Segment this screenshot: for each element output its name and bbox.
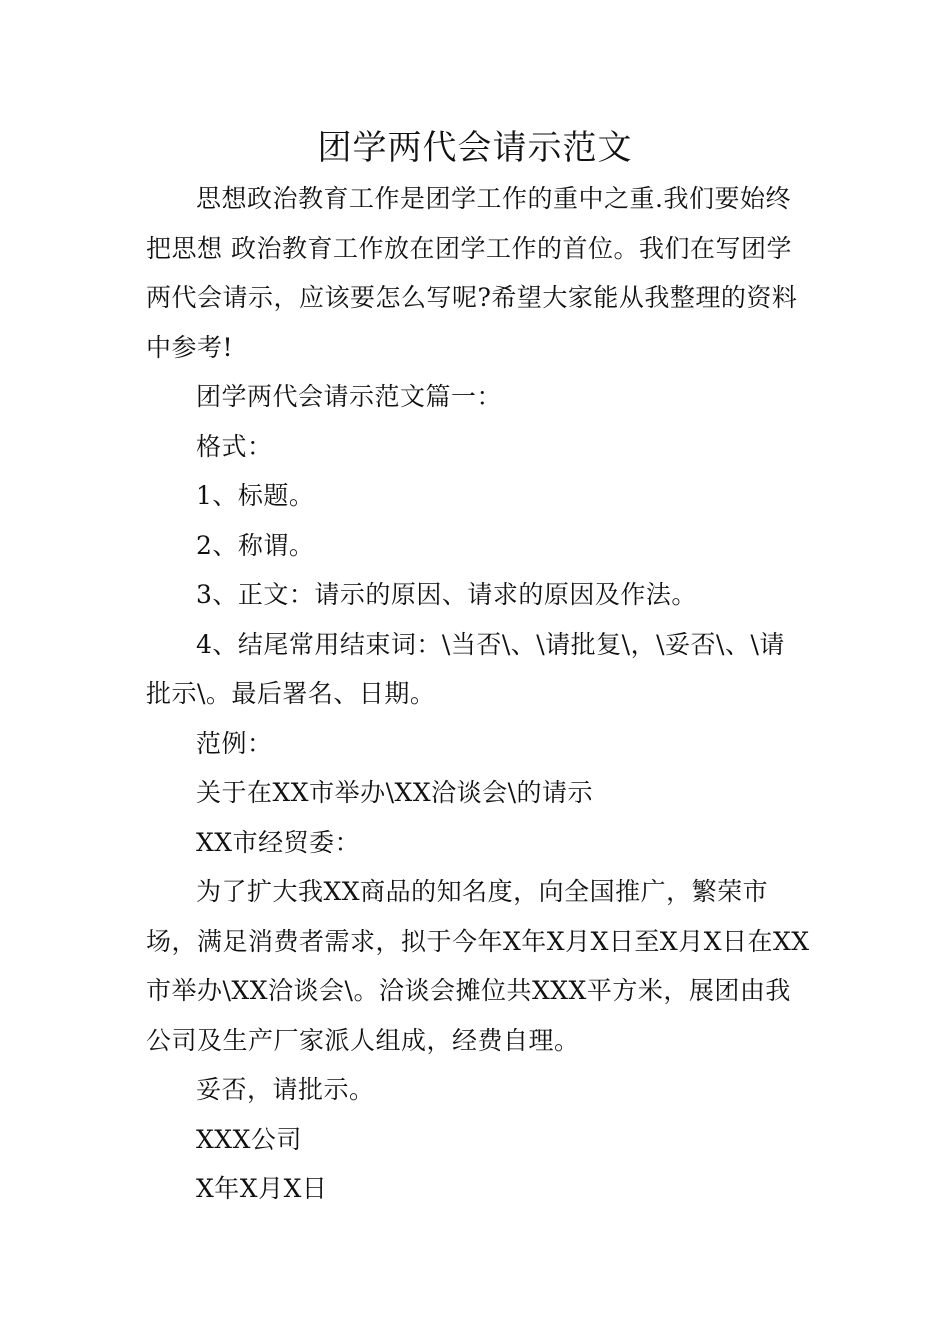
paragraph-format-item-1: 1、标题。 xyxy=(196,481,315,510)
paragraph-example-title: 关于在XX市举办\XX洽谈会\的请示 xyxy=(196,778,594,807)
paragraph-format-item-3: 3、正文：请示的原因、请求的原因及作法。 xyxy=(196,580,697,609)
paragraph-example-body: 为了扩大我XX商品的知名度，向全国推广，繁荣市场，满足消费者需求，拟于今年X年X月X日至X月X日在XX市举办\XX洽谈会\。洽谈会摊位共XXX平方米，展团由我公司及生产厂家派人组成，经费自理。 xyxy=(146,877,810,1055)
paragraph-format-item-2: 2、称谓。 xyxy=(196,530,315,560)
document-body xyxy=(146,174,810,1214)
paragraph-sample-heading: 团学两代会请示范文篇一： xyxy=(196,382,503,411)
paragraph-example-label: 范例： xyxy=(196,728,273,758)
paragraph-signature: XXX公司 xyxy=(196,1124,302,1154)
paragraph-intro: 思想政治教育工作是团学工作的重中之重.我们要始终把思想 政治教育工作放在团学工作的首位。我们在写团学两代会请示，应该要怎么写呢?希望大家能从我整理的资料中参考! xyxy=(146,184,798,362)
paragraph-recipient: XX市经贸委： xyxy=(196,827,361,857)
document-title: 团学两代会请示范文 xyxy=(317,128,633,168)
paragraph-format-label: 格式： xyxy=(196,431,273,461)
paragraph-format-item-4: 4、结尾常用结束词：\当否\、\请批复\，\妥否\、\请批示\。最后署名、日期。 xyxy=(146,629,785,708)
paragraph-closing: 妥否，请批示。 xyxy=(196,1075,375,1104)
paragraph-date: X年X月X日 xyxy=(196,1174,328,1203)
